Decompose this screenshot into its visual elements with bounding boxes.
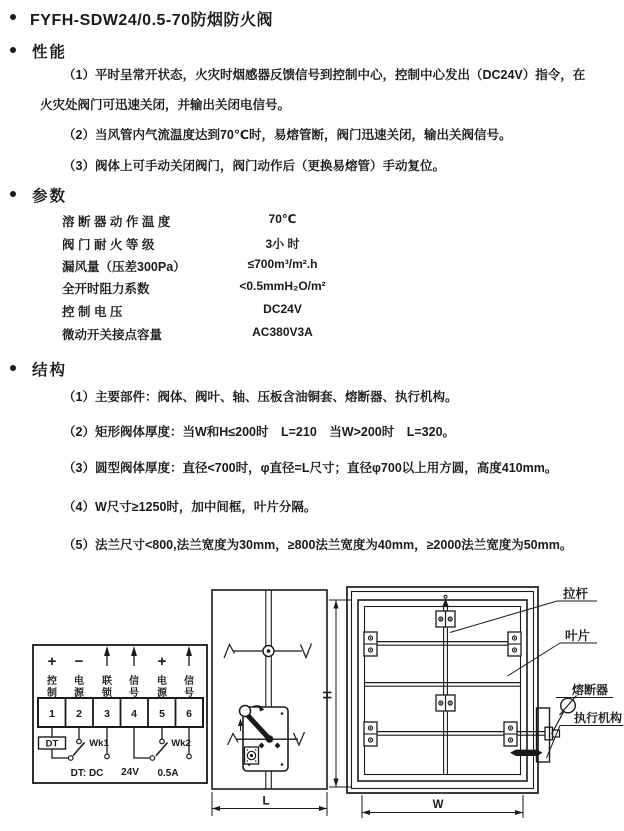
terminal-label: 号	[129, 688, 139, 699]
dimension-l	[212, 792, 327, 816]
terminal-label: 控	[47, 676, 57, 687]
switch-label: Wk1	[89, 738, 109, 749]
rod-bracket	[436, 695, 455, 711]
wiring-diagram	[33, 645, 207, 783]
handle-knob	[240, 706, 251, 717]
terminal-number: 5	[159, 708, 165, 720]
wiring-note: DT: DC	[70, 768, 104, 779]
performance-line: （3）阀体上可手动关闭阀门，阀门动作后（更换易熔管）手动复位。	[63, 159, 445, 173]
terminal-label: 源	[157, 688, 167, 699]
performance-line: 火灾处阀门可迅速关闭，并输出关闭电信号。	[40, 98, 291, 112]
dimension-w	[362, 795, 523, 818]
param-label: 控 制 电 压	[62, 305, 123, 319]
param-value: 70℃	[268, 212, 297, 226]
switch-blade	[73, 743, 85, 756]
terminal-label: 电	[157, 676, 167, 687]
param-value: 3小 时	[265, 237, 300, 251]
param-value: ≤700m³/m².h	[247, 257, 318, 271]
valve-front-view	[323, 586, 624, 818]
dt-box-label: DT	[45, 738, 59, 750]
terminal-label: 号	[184, 688, 194, 699]
terminal-label: 源	[74, 688, 84, 699]
part-label-pull-rod: 拉杆	[563, 587, 589, 601]
param-value: <0.5mmH₂O/m²	[239, 279, 326, 293]
blade-break-mark	[224, 645, 235, 659]
wiring-note: 0.5A	[157, 768, 179, 779]
title-bullet-icon	[10, 14, 16, 20]
param-label: 溶 断 器 动 作 温 度	[62, 215, 171, 229]
shaft-end-plate	[508, 632, 521, 656]
structure-bullet-icon	[10, 365, 16, 371]
shaft-end-plate	[504, 722, 517, 746]
performance-heading: 性能	[32, 44, 68, 61]
terminal-label: 电	[74, 676, 84, 687]
shaft-end-plate	[364, 632, 377, 656]
terminal-number: 1	[49, 708, 55, 720]
param-value: AC380V3A	[252, 325, 313, 339]
parameters-bullet-icon	[10, 191, 16, 197]
terminal-label: 制	[47, 688, 57, 699]
terminal-number: 4	[131, 708, 137, 720]
blade-break-mark	[301, 644, 312, 658]
terminal-symbol: +	[47, 653, 57, 670]
page-title: FYFH-SDW24/0.5-70防烟防火阀	[30, 12, 274, 29]
terminal-strip	[38, 698, 203, 727]
part-label-blade: 叶片	[565, 629, 591, 643]
parameters-heading: 参数	[32, 188, 68, 205]
part-label-fuse: 熔断器	[572, 683, 609, 697]
terminal-label: 联	[102, 676, 112, 687]
terminal-label: 信	[184, 676, 194, 687]
structure-heading: 结构	[32, 362, 68, 379]
arrow-up-icon	[104, 646, 110, 666]
structure-item: （4）W尺寸≥1250时，加中间框，叶片分隔。	[63, 500, 317, 514]
performance-bullet-icon	[10, 47, 16, 53]
param-label: 漏风量（压差300Pa）	[62, 260, 186, 274]
structure-item: （2）矩形阀体厚度：当W和H≤200时 L=210 当W>200时 L=320。	[63, 425, 456, 439]
manual-handle	[510, 750, 543, 756]
wiring-circuit	[39, 727, 192, 779]
structure-item: （3）圆型阀体厚度：直径<700时，φ直径=L尺寸；直径φ700以上用方圆，高度410mm。	[63, 461, 558, 475]
param-value: DC24V	[263, 302, 302, 316]
param-label: 阀 门 耐 火 等 级	[62, 238, 155, 252]
terminal-number: 3	[104, 708, 110, 720]
dim-w-label: W	[432, 799, 444, 811]
terminal-symbol: +	[157, 653, 167, 670]
switch-blade	[156, 743, 168, 756]
param-label: 全开时阻力系数	[62, 282, 150, 296]
valve-side-view	[212, 590, 327, 816]
technical-drawings	[0, 575, 624, 831]
performance-line: （1）平时呈常开状态，火灾时烟感器反馈信号到控制中心，控制中心发出（DC24V）指令，在	[63, 68, 586, 82]
terminal-number: 6	[186, 708, 192, 720]
arrow-up-icon	[186, 646, 192, 666]
dim-h-label: H	[322, 690, 335, 700]
terminal-label: 信	[129, 676, 139, 687]
structure-item: （1）主要部件：阀体、阀叶、轴、压板含油铜套、熔断器、执行机构。	[63, 390, 458, 404]
terminal-symbol: −	[74, 653, 84, 670]
pivot-dot	[266, 735, 274, 743]
terminal-label: 锁	[102, 688, 112, 699]
terminal-number: 2	[76, 708, 82, 720]
dim-l-label: L	[262, 795, 270, 808]
switch-label: Wk2	[171, 738, 191, 749]
arrow-up-icon	[131, 646, 137, 666]
wiring-note: 24V	[121, 767, 139, 778]
blade-break-mark	[228, 734, 239, 746]
shaft-end-plate	[364, 722, 377, 746]
param-label: 微动开关接点容量	[62, 328, 163, 342]
structure-item: （5）法兰尺寸<800,法兰宽度为30mm，≥800法兰宽度为40mm，≥2000法兰宽度为50mm。	[63, 538, 573, 552]
part-label-actuator: 执行机构	[574, 711, 623, 725]
rod-bracket	[436, 611, 455, 627]
performance-line: （2）当风管内气流温度达到70℃时，易熔管断，阀门迅速关闭，输出关阀信号。	[63, 128, 512, 142]
